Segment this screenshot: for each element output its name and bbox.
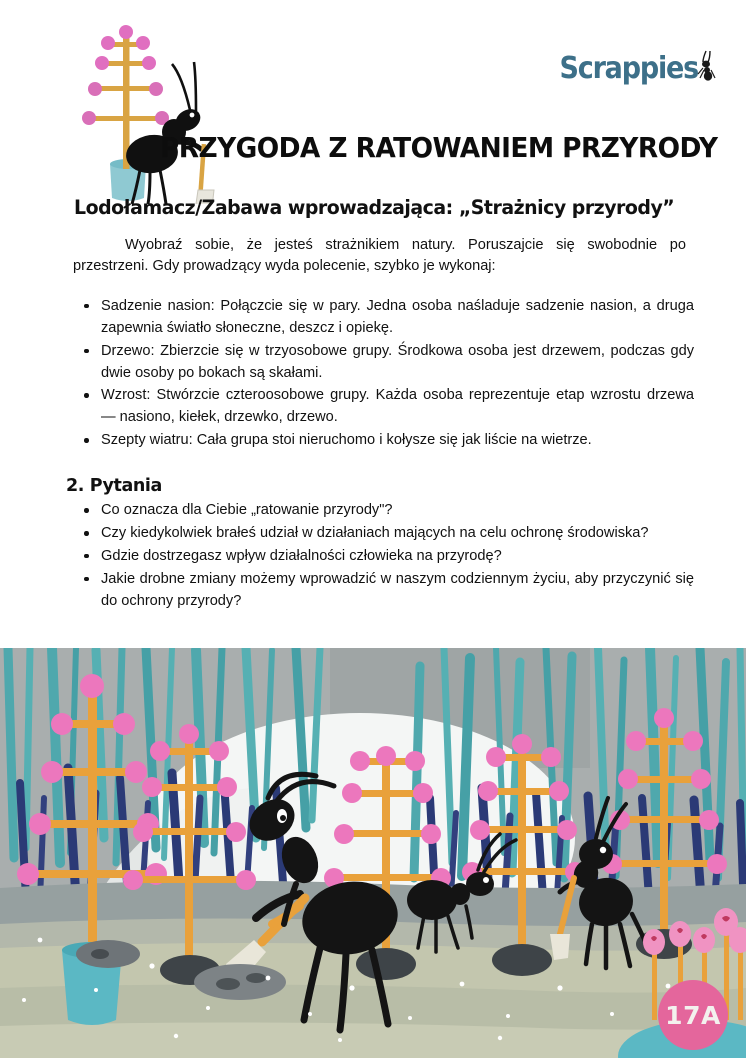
list-item: Drzewo: Zbierzcie się w trzyosobowe grupy. Środkowa osoba jest drzewem, podczas gdy dwie osoby po bokach są skałami. — [101, 341, 694, 385]
list-item: Szepty wiatru: Cała grupa stoi nieruchomo i kołysze się jak liście na wietrze. — [101, 430, 694, 452]
ants-planting-trees-scene — [0, 648, 746, 1058]
intro-paragraph: Wyobraź sobie, że jesteś strażnikiem natury. Poruszajcie się swobodnie po przestrzeni. Gdy prowadzący wyda polecenie, szybko je wykonaj: — [73, 237, 686, 275]
document-content — [0, 196, 746, 614]
section-subtitle: Lodołamacz/Zabawa wprowadzająca: „Strażnicy przyrody” — [74, 196, 675, 219]
list-item: Co oznacza dla Ciebie „ratowanie przyrody"? — [101, 500, 694, 522]
list-item: Wzrost: Stwórzcie czteroosobowe grupy. Każda osoba reprezentuje etap wzrostu drzewa — nasiono, kiełek, drzewko, drzewo. — [101, 385, 694, 429]
list-item: Gdzie dostrzegasz wpływ działalności człowieka na przyrodę? — [101, 546, 694, 568]
questions-heading: 2. Pytania — [66, 476, 162, 497]
list-item: Sadzenie nasion: Połączcie się w pary. Jedna osoba naśladuje sadzenie nasion, a druga zapewnia światło słoneczne, deszcz i opiekę. — [101, 296, 694, 340]
ant-planting-tree-icon — [44, 14, 244, 204]
activity-bullet-list — [73, 296, 694, 452]
list-item: Jakie drobne zmiany możemy wprowadzić w naszym codziennym życiu, aby przyczynić się do ochrony przyrody? — [101, 569, 694, 613]
questions-list — [73, 500, 694, 612]
page-header — [0, 0, 746, 200]
page-number-badge: 17A — [658, 980, 728, 1050]
brand-logo-text: Scrappies — [559, 51, 698, 86]
ant-icon — [694, 48, 718, 82]
page-title: PRZYGODA Z RATOWANIEM PRZYRODY — [160, 132, 718, 165]
list-item: Czy kiedykolwiek brałeś udział w działaniach mających na celu ochronę środowiska? — [101, 523, 694, 545]
brand-logo — [559, 48, 718, 86]
